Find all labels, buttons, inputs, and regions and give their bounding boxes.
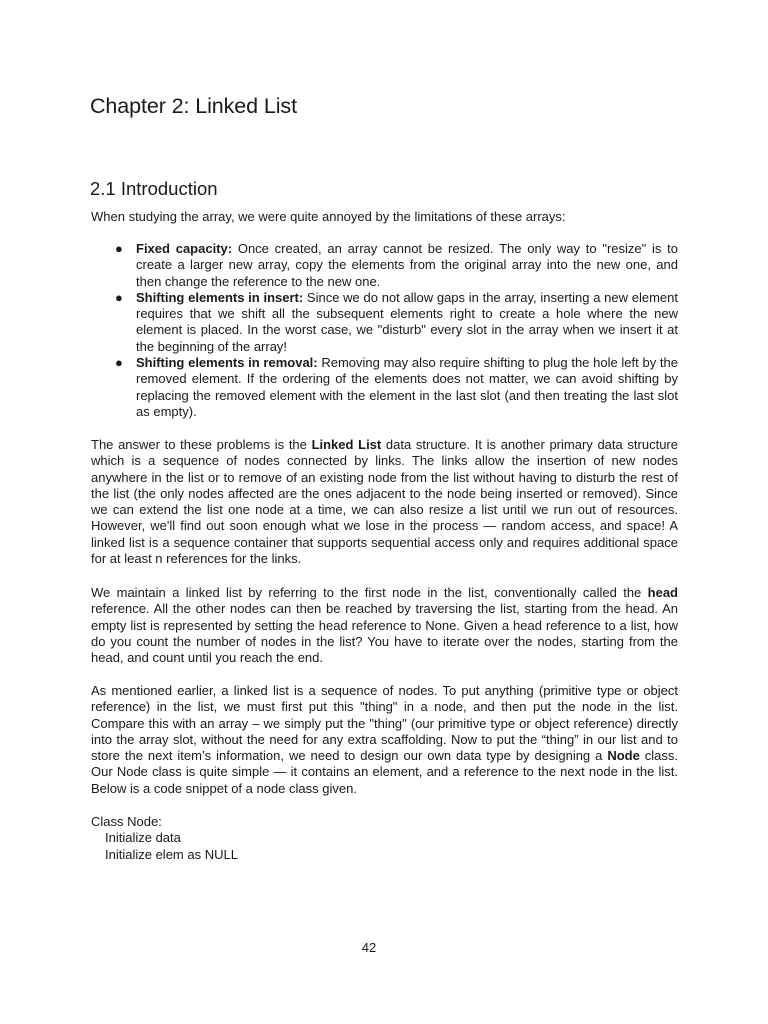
bullet-term: Fixed capacity: [136,241,233,256]
intro-paragraph: When studying the array, we were quite annoyed by the limitations of these arrays: [91,209,566,224]
paragraph-text: The answer to these problems is the [91,437,312,452]
page-number: 42 [361,940,377,955]
bullet-icon: ● [115,355,123,371]
paragraph-text: class. Our Node class is quite simple — it contains an element, and a reference to the next node in the list. Below is a code snippet of a node class given. [91,748,678,796]
bullet-text: Once created, an array cannot be resized. The only way to "resize" is to create a larger new array, copy the elements from the original array into the new one, and then change the reference to the new one. [136,241,678,289]
bullet-text: Removing may also require shifting to plug the hole left by the removed element. If the ordering of the elements does not matter, we can avoid shifting by replacing the removed element with the element in the last slot (and then treating the last slot as empty). [136,355,678,419]
list-item-shifting-removal [91,355,678,420]
node-class-paragraph [91,683,678,797]
paragraph-text: As mentioned earlier, a linked list is a sequence of nodes. To put anything (primitive type or object reference) in the list, we must first put this "thing" in a node, and then put the node in the list. Compare this with an array – we simply put the "thing" (our primitive type or object reference) directly into the array slot, without the need for any extra scaffolding. Now to put the “thing” in our list and to store the next item’s information, we need to design our own data type by designing a [91,683,678,764]
bullet-icon: ● [115,289,123,305]
bullet-term: Shifting elements in removal: [136,355,318,371]
term-linked-list: Linked List [311,437,382,452]
bullet-term: Shifting elements in insert: [136,289,304,305]
paragraph-text: reference. All the other nodes can then be reached by traversing the list, starting from the head. An empty list is represented by setting the head reference to None. Given a head reference to a list, how do you count the number of nodes in the list? You have to iterate over the nodes, starting from the head, and count until you reach the end. [91,601,678,666]
bullet-icon: ● [115,241,123,256]
term-node: Node [607,748,640,764]
list-item-fixed-capacity [91,241,678,290]
code-line-class: Class Node: [91,814,162,829]
list-item-shifting-insert [91,290,678,355]
section-title: 2.1 Introduction [90,178,218,199]
head-reference-paragraph [91,585,678,666]
bullet-text: Since we do not allow gaps in the array, inserting a new element requires that we shift all the subsequent elements right to create a hole where the new element is placed. In the worst case, we "disturb" every slot in the array when we insert it at the beginning of the array! [136,289,679,354]
paragraph-text: We maintain a linked list by referring to the first node in the list, conventionally called the [91,585,648,600]
chapter-title: Chapter 2: Linked List [90,94,297,118]
linked-list-paragraph [91,437,678,567]
code-line-data: Initialize data [105,830,181,846]
term-head: head [647,585,678,600]
code-line-elem: Initialize elem as NULL [105,846,238,862]
limitations-list [91,241,678,420]
pseudo-code-block [91,814,238,863]
paragraph-text: data structure. It is another primary data structure which is a sequence of nodes connected by links. The links allow the insertion of new nodes anywhere in the list or to remove of an existing node from the list without having to disturb the rest of the list (the only nodes affected are the ones adjacent to the node being inserted or removed). Since we can extend the list one node at a time, we can also resize a list until we run out of resources. However, we'll find out soon enough what we lose in the process — random access, and space! A linked list is a sequence container that supports sequential access only and requires additional space for at least n references for the links. [91,437,678,567]
